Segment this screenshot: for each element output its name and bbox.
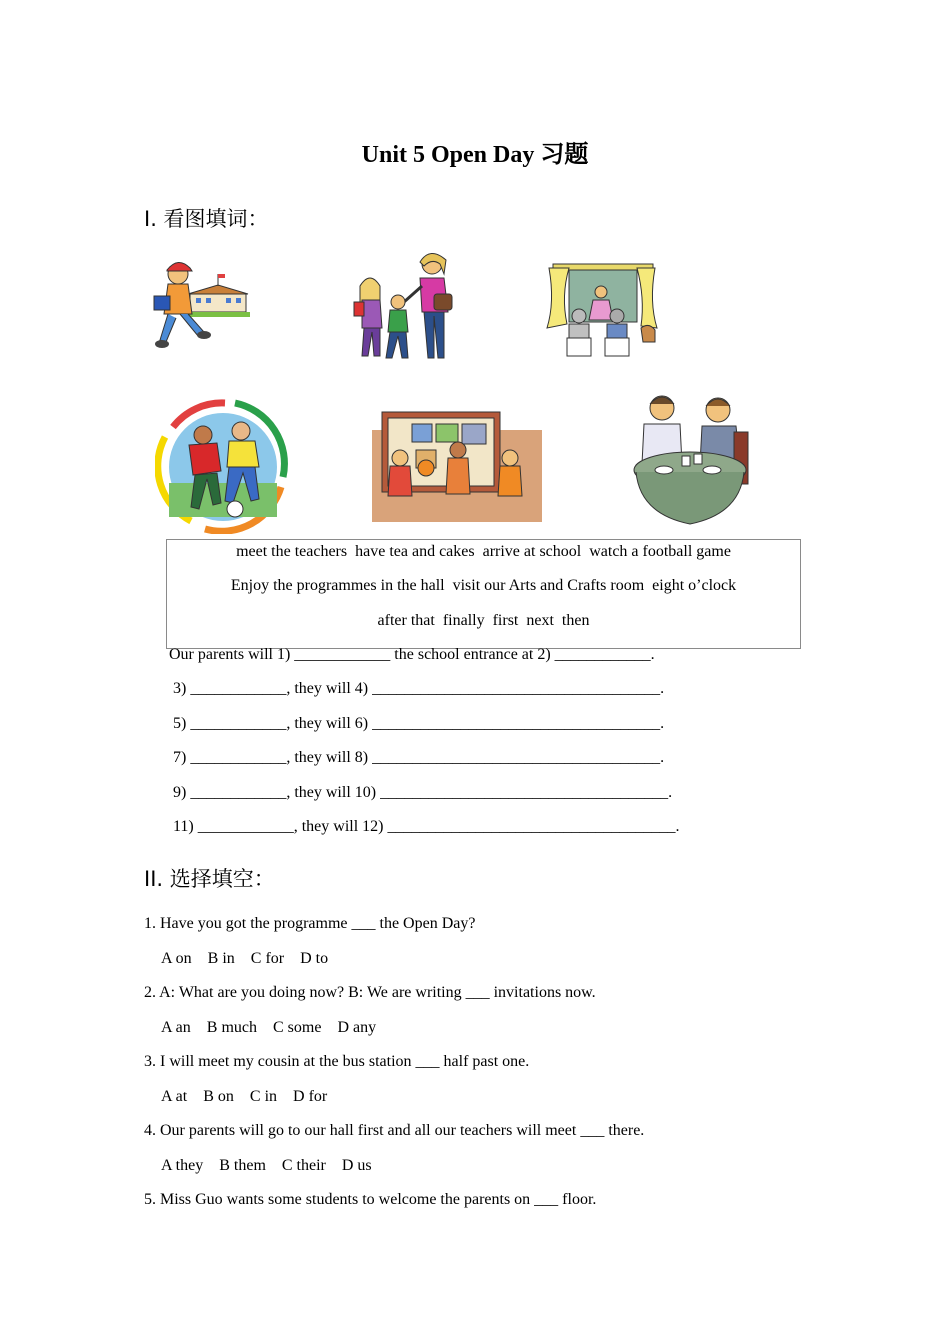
question: 4. Our parents will go to our hall first and all our teachers will meet ___ there. <box>144 1122 645 1139</box>
word-bank-row: meet the teachers have tea and cakes arrive at school watch a football game <box>236 543 731 560</box>
word-bank-box <box>166 539 801 649</box>
question: 2. A: What are you doing now? B: We are writing ___ invitations now. <box>144 984 596 1001</box>
fill-in-line: 5) ____________, they will 6) ____________________________________. <box>173 715 665 732</box>
question: 5. Miss Guo wants some students to welcome the parents on ___ floor. <box>144 1191 597 1208</box>
word-bank-row: Enjoy the programmes in the hall visit our Arts and Crafts room eight o’clock <box>230 577 737 594</box>
question: 3. I will meet my cousin at the bus station ___ half past one. <box>144 1053 530 1070</box>
word-bank-row: after that finally first next then <box>377 612 590 629</box>
hall-programme-picture <box>545 262 663 360</box>
fill-in-line: 11) ____________, they will 12) ____________________________________. <box>173 818 680 835</box>
arts-crafts-room-picture <box>372 410 542 522</box>
arrive-at-school-picture <box>150 252 250 352</box>
question-options: A at B on C in D for <box>161 1088 328 1105</box>
fill-in-line: 7) ____________, they will 8) ____________________________________. <box>173 749 665 766</box>
football-game-picture <box>155 397 290 534</box>
question-options: A they B them C their D us <box>161 1157 372 1174</box>
fill-in-line: 3) ____________, they will 4) ____________________________________. <box>173 680 665 697</box>
tea-and-cakes-picture <box>630 390 752 528</box>
question-options: A on B in C for D to <box>161 950 329 967</box>
page-title: Unit 5 Open Day 习题 <box>361 142 589 168</box>
fill-in-line: Our parents will 1) ____________ the school entrance at 2) ____________. <box>169 646 655 663</box>
meet-teachers-picture <box>352 250 464 365</box>
section-1-heading: I. 看图填词： <box>144 207 269 231</box>
question-options: A an B much C some D any <box>161 1019 377 1036</box>
section-2-heading: II. 选择填空： <box>144 867 275 891</box>
question: 1. Have you got the programme ___ the Open Day? <box>144 915 476 932</box>
fill-in-line: 9) ____________, they will 10) ____________________________________. <box>173 784 673 801</box>
